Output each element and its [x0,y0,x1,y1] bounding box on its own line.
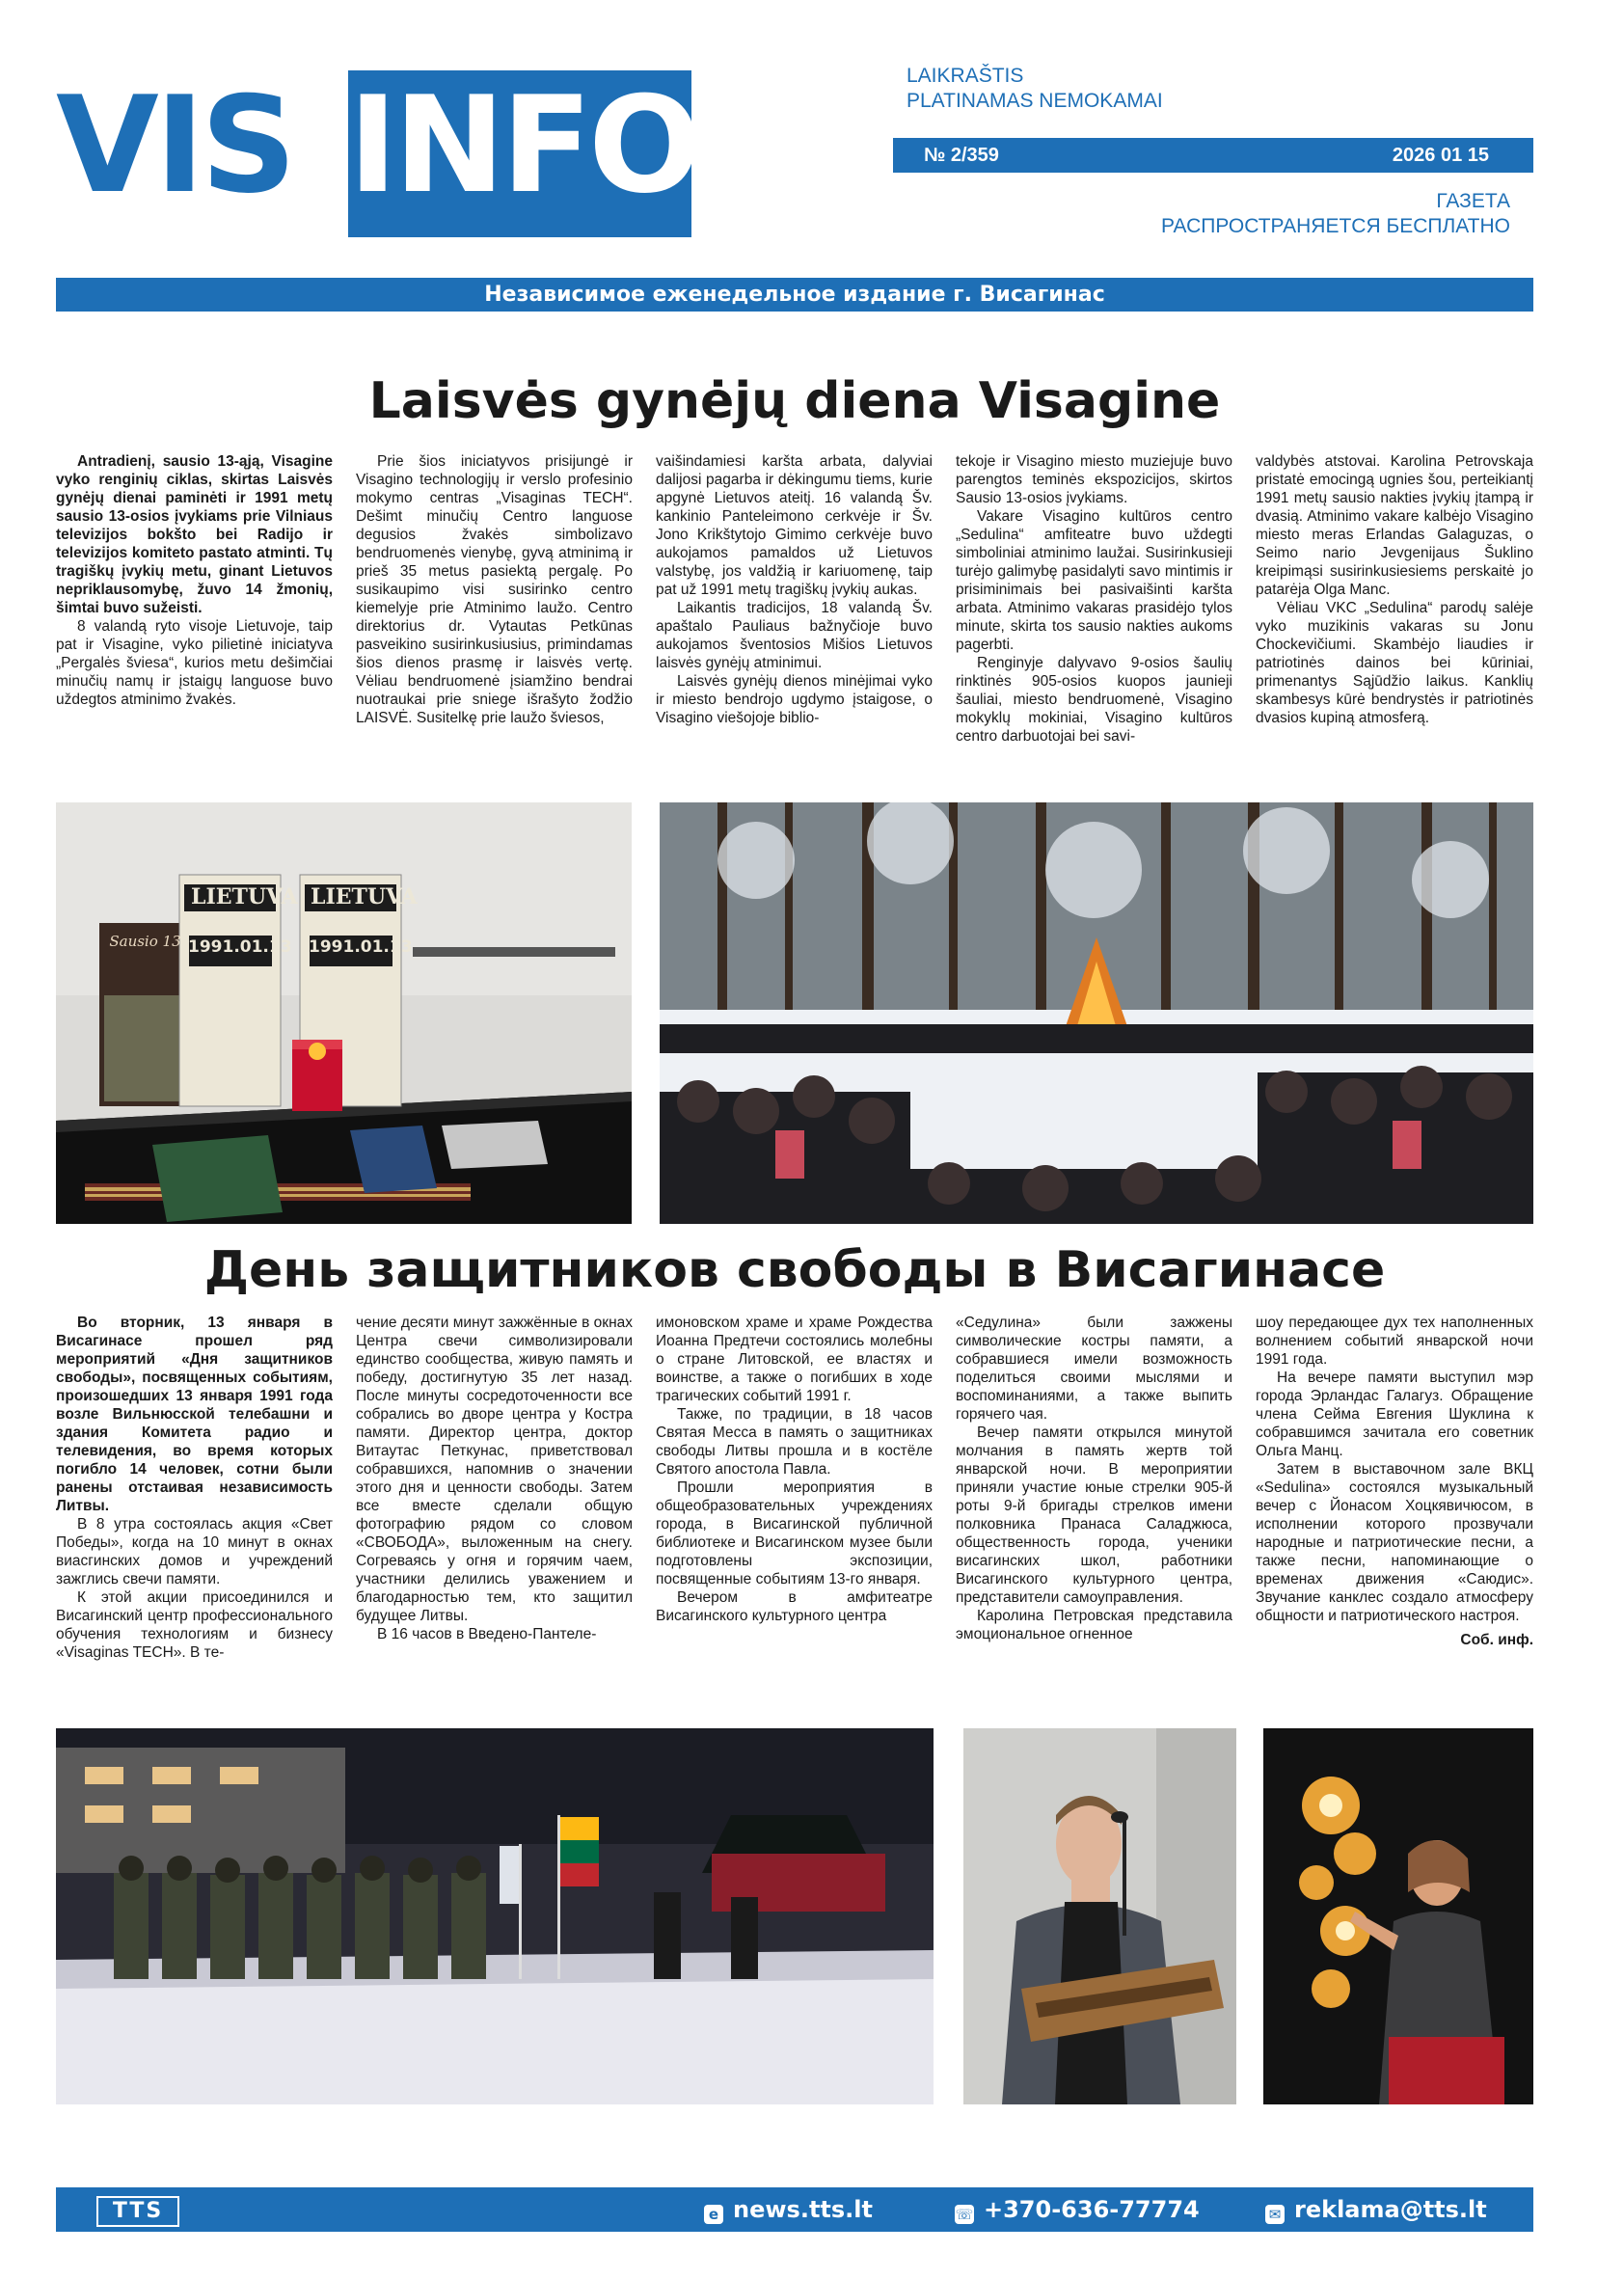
lt-distribution-note [907,64,1163,114]
article-ru-col-1 [56,1314,333,1662]
photo-bonfire-forest [660,802,1533,1224]
paragraph: tekoje ir Visagino miesto muziejuje buvo parengtos teminės ekspozicijos, skirtos Sausio 13-osios įvykiams. [956,453,1232,506]
paragraph: Прошли мероприятия в общеобразовательных учреждениях города, в Висагинской публичной библиотеке и Висагинском музее были подготовлены экспозиции, посвященные событиям 13-го января. [656,1479,933,1587]
article-ru-col-4 [956,1314,1232,1643]
tagline-bar: Независимое еженедельное издание г. Висагинас [56,278,1533,312]
issue-number: № 2/359 [924,145,999,166]
paragraph: Antradienį, sausio 13-ąją, Visagine vyko renginių ciklas, skirtas Laisvės gynėjų dienai paminėti ir 1991 metų sausio 13-osios įvykiams prie Vilniaus televizijos bokšto bei Radijo ir televizijos komiteto pastato atminti. Tų tragiškų įvykių metu, ginant Lietuvos nepriklausomybę, žuvo 14 žmonių, šimtai buvo sužeisti. [56,453,333,616]
paragraph: Затем в выставочном зале ВКЦ «Sedulina» состоялся музыкальный вечер с Йонасом Хоцкявичюсом, в исполнении которого прозвучали народные и патриотические песни, а также песни, напоминающие о временах движения «Саюдис». Звучание канклес создало атмосферу общности и патриотического настроя. [1256,1461,1533,1624]
article-lt-col-2 [356,452,633,727]
issue-bar [893,138,1533,173]
tts-logo: TTS [96,2196,179,2227]
photo-riflemen-formation [56,1728,934,2104]
paragraph: Prie šios iniciatyvos prisijungė ir Visagino technologijų ir verslo profesinio mokymo centras „Visaginas TECH“. Dešimt minučių Centro languose degusios žvakės simbolizavo bendruomenės vienybę, gyvą atminimą ir prieš 35 metus pasiektą pergalę. Po susikaupimo visi susirinko centro kiemelyje prie Atminimo laužo. Centro direktorius dr. Vytautas Petkūnas pasveikino susirinkusiusius, primindamas šios dienos prasmę ir laisvės vertę. Vėliau bendruomenė įsiamžino bendrai nuotraukai prie sniege išrašyto žodžio LAISVĖ. Susitelkę prie laužo šviesos, [356,453,633,726]
ru-note-line1: ГАЗЕТА [1436,190,1510,212]
paragraph: В 8 утра состоялась акция «Свет Победы», когда на 10 минут в окнах виасгинских домов и учреждений зажглись свечи памяти. [56,1516,333,1587]
footer-email: reklama@tts.lt [1294,2196,1487,2223]
article-lt-col-1 [56,452,333,709]
paragraph: vaišindamiesi karšta arbata, dalyviai dalijosi pagarba ir dėkingumu tiems, kurie apgynė Lietuvos ateitį. 16 valandą Šv. kankinio Panteleimono cerkvėje ir Šv. Jono Krikštytojo Gimimo cerkvėje buvo aukojamos pamaldos už Lietuvos valstybę, jos valdžią ir kariuomenę, taip pat už 1991 metų tragiškų įvykių aukas. [656,453,933,598]
paragraph: В 16 часов в Введено-Пантеле- [377,1626,597,1642]
paragraph: Вечер памяти открылся минутой молчания в память жертв той январской ночи. В мероприятии приняли участие юные стрелки 905-й роты 9-й бригады стрелков имени полковника Пранаса Саладжюса, общественность города, ученики висагинских школ, работники Висагинского культурного центра, представители самоуправления. [956,1424,1232,1606]
book3-title: LIETUVA [311,884,418,909]
paragraph: Vėliau VKC „Sedulina“ parodų salėje vyko muzikinis vakaras su Jonu Chockevičiumi. Skambėjo liaudies ir patriotinės dainos bei kūriniai, primenantys Sąjūdžio laikus. Kanklių skambesys kūrė bendrystės ir patriotinės dvasios kupiną atmosferą. [1256,600,1533,726]
issue-date: 2026 01 15 [1392,145,1489,166]
logo-info: INFO [348,68,698,223]
book2-date: 1991.01.13 [188,937,292,957]
lt-note-line1: LAIKRAŠTIS [907,65,1024,87]
lt-note-line2: PLATINAMAS NEMOKAMAI [907,90,1163,112]
paragraph: valdybės atstovai. Karolina Petrovskaja pristatė emocingą ugnies šou, perteikiantį 1991 metų sausio nakties įvykių įtampą ir dvasią. Atminimo vakare kalbėjo Visagino miesto meras Erlandas Galaguzas, o Seimo nario Jevgenijaus Šuklino kreipimąsi susirinkusiesiems perskaitė jo patarėja Olga Manc. [1256,453,1533,598]
e-icon: e [704,2205,723,2224]
paragraph: шоу передающее дух тех наполненных волнением событий январской ночи 1991 года. [1256,1315,1533,1368]
paragraph: Вечером в амфитеатре Висагинского культурного центра [656,1589,933,1624]
footer-bar [56,2187,1533,2232]
phone-icon: ☏ [955,2206,974,2223]
headline-lt: Laisvės gynėjų diena Visagine [368,372,1221,430]
paragraph: имоновском храме и храме Рождества Иоанна Предтечи состоялись молебны о стране Литовской, ее властях и воинстве, а также о погибших в ходе трагических событий 1991 г. [656,1315,933,1404]
photo-fire-show [1263,1728,1533,2104]
photo-musician-kankles [963,1728,1236,2104]
paragraph: Vakare Visagino kultūros centro „Sedulina“ amfiteatre buvo uždegti simboliniai atminimo laužai. Susirinkusieji turėjo galimybę pasidalyti savo mintimis ir prisiminimais bei pasivaišinti karšta arbata. Atminimo vakaras prasidėjo tylos minute, skirta tos sausio nakties aukoms pagerbti. [956,508,1232,653]
paragraph: Во вторник, 13 января в Висагинасе прошел ряд мероприятий «Дня защитников свободы», посвященных событиям, произошедших 13 января 1991 года возле Вильнюсской телебашни и здания Комитета радио и телевидения, во время которых погибло 14 человек, сотни были ранены отстаивая независимость Литвы. [56,1315,333,1514]
paragraph: Также, по традиции, в 18 часов Святая Месса в память о защитниках свободы Литвы прошла и в костёле Святого апостола Павла. [656,1406,933,1478]
book1-title: Sausio 13 [109,933,181,950]
paragraph: 8 valandą ryto visoje Lietuvoje, taip pat ir Visagine, vyko pilietinė iniciatyva „Pergalės šviesa“, kurios metu dešimčiai minučių namų ir įstaigų languose buvo uždegtos atminimo žvakės. [56,618,333,708]
paragraph: Renginyje dalyvavo 9-osios šaulių rinktinės 905-osios kuopos jaunieji šauliai, miesto bendruomenė, Visagino mokyklų mokiniai, Visagino kultūros centro darbuotojai bei savi- [956,655,1232,745]
article-ru-col-5 [1256,1314,1533,1649]
headline-ru: День защитников свободы в Висагинасе [203,1241,1386,1299]
paragraph: чение десяти минут зажжённые в окнах Центра свечи символизировали единство сообщества, живую память и победу, достигнутую 35 лет назад. После минуты сосредоточенности все собрались во дворе центра у Костра памяти. Директор центра, доктор Витаутас Петкунас, приветствовал собравшихся, напомнив о значении этого дня и ценности свободы. Затем все вместе сделали общую фотографию рядом со словом «СВОБОДА», выложенным на снегу. Согреваясь у огня и горячим чаем, участники делились уважением и благодарностью тем, кто защитил будущее Литвы. [356,1315,633,1624]
paragraph: Laisvės gynėjų dienos minėjimai vyko ir miesto bendrojo ugdymo įstaigose, o Visagino viešojoje biblio- [656,673,933,726]
footer-website: news.tts.lt [733,2196,873,2223]
book3-date: 1991.01.13 [309,937,413,957]
paragraph: На вечере памяти выступил мэр города Эрландас Галагуз. Обращение члена Сейма Евгения Шуклина к собравшимся зачитала его советник Ольга Манц. [1256,1370,1533,1459]
footer-email-link[interactable] [1265,2187,1487,2232]
article-ru-col-3 [656,1314,933,1625]
signature: Соб. инф. [1460,1632,1533,1648]
article-ru-col-2 [356,1314,633,1643]
article-lt-col-4 [956,452,1232,746]
paragraph: Laikantis tradicijos, 18 valandą Šv. apaštalo Pauliaus bažnyčioje buvo aukojamos šventosios Mišios Lietuvos laisvės gynėjų atminimui. [656,600,933,671]
book2-title: LIETUVA [191,884,298,909]
article-lt-col-3 [656,452,933,727]
paragraph: К этой акции присоединился и Висагинский центр профессионального обучения технологиям и бизнесу «Visaginas TECH». В те- [56,1589,333,1661]
ru-note-line2: РАСПРОСТРАНЯЕТСЯ БЕСПЛАТНО [1160,215,1510,237]
article-lt-col-5 [1256,452,1533,727]
footer-phone-number: +370-636-77774 [984,2196,1200,2223]
photo-books-candle [56,802,632,1224]
envelope-icon: ✉ [1265,2205,1285,2224]
footer-phone[interactable] [955,2187,1200,2232]
ru-distribution-note [1161,189,1510,239]
logo-vis: VIS [56,68,293,223]
paragraph: «Седулина» были зажжены символические костры памяти, а собравшиеся имели возможность поделиться своими мыслями и воспоминаниями, а также выпить горячего чая. [956,1315,1232,1423]
paragraph: Каролина Петровская представила эмоциональное огненное [956,1608,1232,1642]
footer-website-link[interactable] [704,2187,873,2232]
